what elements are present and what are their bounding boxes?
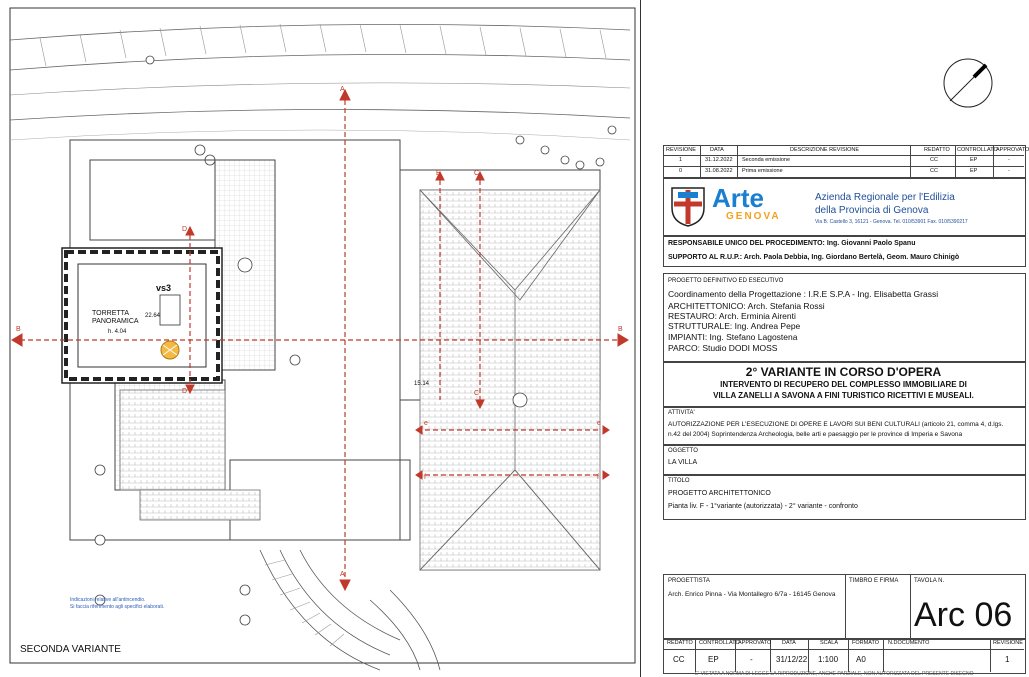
progetto-line: IMPIANTI: Ing. Stefano Lagostena xyxy=(668,332,798,342)
section-marker-d-bottom: D xyxy=(182,388,188,395)
section-marker-e-top: E xyxy=(436,170,441,177)
footer-header: N.DOCUMENTO xyxy=(888,640,930,646)
titolo-line1: PROGETTO ARCHITETTONICO xyxy=(668,490,771,497)
section-marker-b-right: B xyxy=(618,326,623,333)
section-marker-c-bottom: C xyxy=(474,390,480,397)
variante-subtitle-line2: VILLA ZANELLI A SAVONA A FINI TURISTICO RICETTIVI E MUSEALI. xyxy=(713,391,974,400)
oggetto-value: LA VILLA xyxy=(668,459,698,466)
progetto-line: Coordinamento della Progettazione : I.R.E S.P.A - Ing. Elisabetta Grassi xyxy=(668,289,939,299)
region-shield-icon xyxy=(668,184,708,228)
progetto-heading: PROGETTO DEFINITIVO ED ESECUTIVO xyxy=(668,278,784,284)
title-block-divider xyxy=(640,0,641,677)
footer-value: 1:100 xyxy=(818,655,839,664)
section-marker-f-left: f xyxy=(424,474,426,481)
footer-revision-label: REVISIONE xyxy=(993,640,1023,646)
disclaimer: E' VIETATA A NORMA DI LEGGE LA RIPRODUZIONE, ANCHE PARZIALE, NON AUTORIZZATA DEL PRESENTE DISEGNO xyxy=(695,671,974,677)
section-marker-e-right: e xyxy=(597,420,601,427)
titolo-block xyxy=(663,474,1026,520)
footer-value: 31/12/22 xyxy=(776,655,808,664)
table-row-cell: CC xyxy=(930,168,938,174)
level-small: 15.14 xyxy=(414,381,430,387)
rev-header-approvato: APPROVATO xyxy=(996,147,1029,153)
level-main: 22.64 xyxy=(145,313,161,319)
table-row-cell: Prima emissione xyxy=(742,168,783,174)
room-name-line1: TORRETTA xyxy=(92,310,130,317)
tavola-label: TAVOLA N. xyxy=(914,578,945,584)
footer-header: APPROVATO xyxy=(738,640,772,646)
table-row-cell: 0 xyxy=(679,168,683,174)
oggetto-block xyxy=(663,444,1026,476)
table-row-cell: EP xyxy=(970,168,978,174)
table-row-cell: EP xyxy=(970,157,978,163)
progetto-line: PARCO: Studio DODI MOSS xyxy=(668,343,778,353)
section-marker-a-top: A xyxy=(340,86,345,93)
room-name-line2: PANORAMICA xyxy=(92,318,139,325)
footer-header: CONTROLLATO xyxy=(699,640,740,646)
footer-header: SCALA xyxy=(820,640,839,646)
rev-header-revisione: REVISIONE xyxy=(666,147,696,153)
org-name-line1: Azienda Regionale per l'Edilizia xyxy=(815,192,955,203)
logo-word: Arte xyxy=(712,183,765,213)
titolo-label: TITOLO xyxy=(668,478,690,484)
fire-note-line2: Si faccia riferimento agli specifici elaborati. xyxy=(70,604,165,610)
footer-value: CC xyxy=(673,655,685,664)
footer-header: DATA xyxy=(782,640,796,646)
table-row-cell: Seconda emissione xyxy=(742,157,791,163)
attivita-line2: n.42 del 2004) Soprintendenza Archeologia, belle arti e paesaggio per le province di Imperia e Savona xyxy=(668,431,963,438)
timbro-label: TIMBRO E FIRMA xyxy=(849,578,899,584)
oggetto-label: OGGETTO xyxy=(668,448,698,454)
footer-value: - xyxy=(750,655,753,664)
variante-subtitle-line1: INTERVENTO DI RECUPERO DEL COMPLESSO IMMOBILIARE DI xyxy=(720,380,967,389)
vs-label: vs3 xyxy=(156,283,172,293)
org-address: Via B. Castello 3, 16121 - Genova. Tel. 010/53901 Fax. 010/5390217 xyxy=(815,219,968,225)
attivita-line1: AUTORIZZAZIONE PER L'ESECUZIONE DI OPERE E LAVORI SUI BENI CULTURALI (articolo 21, comma 4, d.lgs. xyxy=(668,421,1004,428)
progetto-line: STRUTTURALE: Ing. Andrea Pepe xyxy=(668,321,801,331)
rev-header-descrizione: DESCRIZIONE REVISIONE xyxy=(790,147,860,153)
table-row-cell: - xyxy=(1008,157,1010,163)
progetto-line: RESTAURO: Arch. Erminia Airenti xyxy=(668,311,796,321)
section-marker-b-left: B xyxy=(16,326,21,333)
north-arrow-icon xyxy=(940,55,996,111)
table-row-cell: - xyxy=(1008,168,1010,174)
supporto-text: SUPPORTO AL R.U.P.: Arch. Paola Debbia, Ing. Giordano Bertelà, Geom. Mauro Chinigò xyxy=(668,254,960,261)
footer-revision-value: 1 xyxy=(1005,655,1010,664)
logo-city: GENOVA xyxy=(726,211,781,222)
progetto-line: ARCHITETTONICO: Arch. Stefania Rossi xyxy=(668,301,825,311)
footer-header: FORMATO xyxy=(852,640,879,646)
section-marker-a-bottom: A xyxy=(340,571,345,578)
rev-header-redatto: REDATTO xyxy=(924,147,950,153)
section-marker-f-right: f xyxy=(597,474,599,481)
progettista-value: Arch. Enrico Pinna - Via Montallegro 6/7a - 16145 Genova xyxy=(668,591,836,598)
rev-header-data: DATA xyxy=(710,147,724,153)
footer-value: A0 xyxy=(856,655,866,664)
room-height: h. 4.04 xyxy=(108,329,127,335)
footer-value: EP xyxy=(708,655,719,664)
org-name-line2: della Provincia di Genova xyxy=(815,205,929,216)
responsabile-text: RESPONSABILE UNICO DEL PROCEDIMENTO: Ing. Giovanni Paolo Spanu xyxy=(668,240,916,247)
titolo-line2: Pianta liv. F - 1°variante (autorizzata) - 2° variante - confronto xyxy=(668,503,858,510)
attivita-label: ATTIVITA' xyxy=(668,410,695,416)
fire-note-line1: Indicazioni relative all'antincendio. xyxy=(70,597,146,603)
table-row-cell: 1 xyxy=(679,157,683,163)
rev-header-controllato: CONTROLLATO xyxy=(957,147,998,153)
section-marker-e-left: e xyxy=(424,420,428,427)
progettista-label: PROGETTISTA xyxy=(668,578,710,584)
footer-header: REDATTO xyxy=(667,640,693,646)
variante-title: 2° VARIANTE IN CORSO D'OPERA xyxy=(745,365,942,379)
tavola-number: Arc 06 xyxy=(914,596,1013,634)
table-row-cell: 31.08.2022 xyxy=(705,168,733,174)
table-row-cell: CC xyxy=(930,157,938,163)
section-marker-d-top: D xyxy=(182,226,188,233)
table-row-cell: 31.12.2022 xyxy=(705,157,733,163)
section-marker-c-top: C xyxy=(474,170,480,177)
variant-label: SECONDA VARIANTE xyxy=(20,644,121,655)
